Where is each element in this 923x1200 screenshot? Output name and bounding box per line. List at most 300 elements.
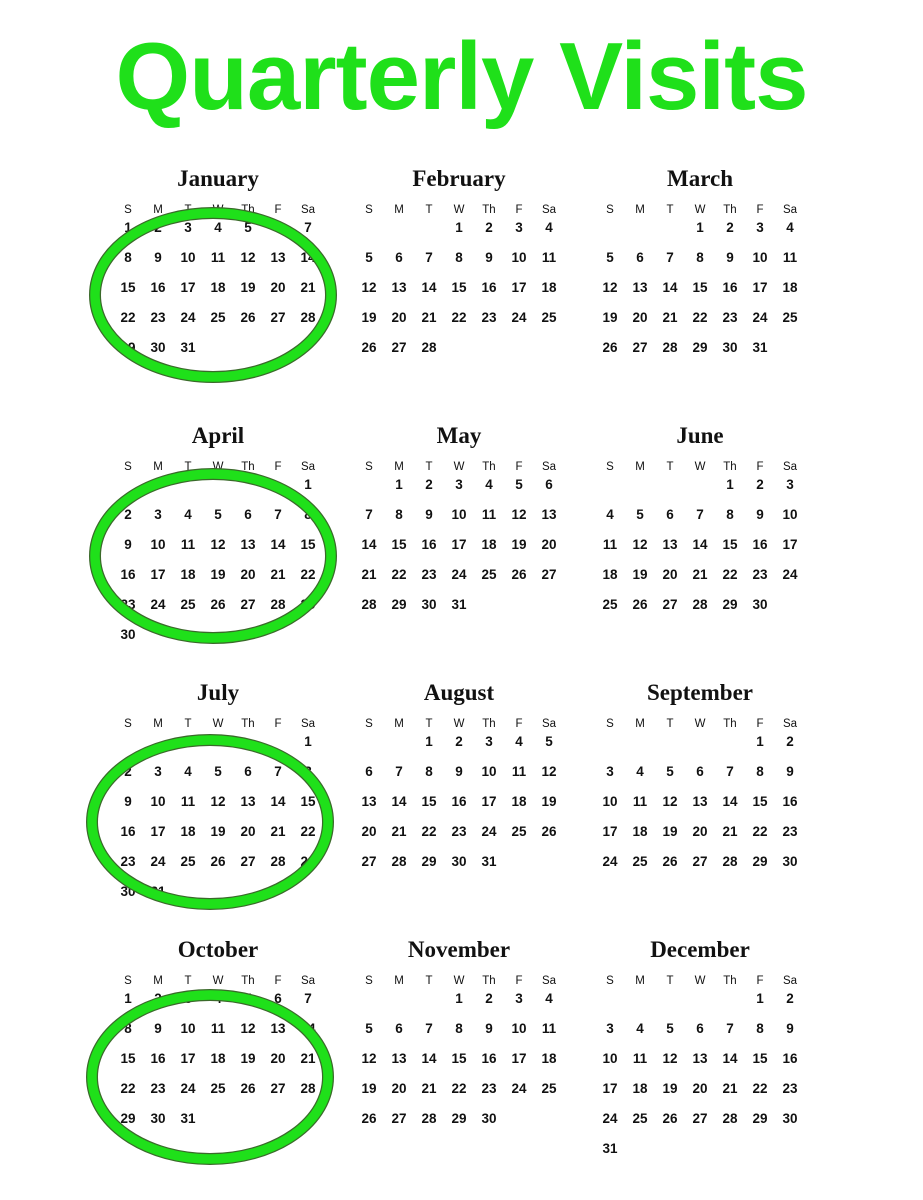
- day-cell: 17: [180, 280, 196, 295]
- day-cell: 10: [602, 794, 618, 809]
- day-cell: 19: [361, 1081, 377, 1096]
- day-cell: 24: [782, 567, 798, 582]
- day-cell: 28: [361, 597, 377, 612]
- day-cell: 12: [632, 537, 648, 552]
- day-cell: 8: [425, 764, 433, 779]
- day-cell: 6: [395, 1021, 403, 1036]
- day-cell: 3: [786, 477, 794, 492]
- quarter-circle-outline: [95, 474, 331, 638]
- weekday-header: S: [606, 975, 614, 987]
- day-cell: 3: [184, 991, 192, 1006]
- day-cell: 14: [300, 250, 316, 265]
- weekday-header: T: [666, 204, 674, 216]
- day-cell: 10: [180, 250, 196, 265]
- day-cell: 15: [752, 794, 768, 809]
- day-cell: 1: [455, 991, 463, 1006]
- day-cell: 21: [421, 310, 437, 325]
- day-cell: 16: [150, 1051, 166, 1066]
- day-cell: 22: [451, 1081, 467, 1096]
- day-cell: 17: [511, 1051, 527, 1066]
- day-cell: 18: [632, 1081, 648, 1096]
- weekday-header: S: [365, 204, 373, 216]
- weekday-header: M: [394, 718, 404, 730]
- day-cell: 14: [361, 537, 377, 552]
- day-cell: 18: [602, 567, 618, 582]
- day-cell: 16: [451, 794, 467, 809]
- day-cell: 23: [150, 310, 166, 325]
- day-cell: 2: [154, 220, 162, 235]
- weekday-header: W: [694, 975, 706, 987]
- day-cell: 17: [481, 794, 497, 809]
- day-cell: 29: [120, 340, 136, 355]
- day-cell: 5: [365, 250, 373, 265]
- day-cell: 12: [361, 1051, 377, 1066]
- day-cell: 1: [455, 220, 463, 235]
- day-cell: 23: [752, 567, 768, 582]
- day-cell: 30: [481, 1111, 497, 1126]
- day-cell: 26: [361, 1111, 377, 1126]
- day-cell: 31: [451, 597, 467, 612]
- weekday-header: Sa: [300, 975, 316, 987]
- weekday-header: T: [184, 975, 192, 987]
- month-title: June: [676, 423, 724, 448]
- day-cell: 17: [150, 567, 166, 582]
- day-cell: 30: [752, 597, 768, 612]
- weekday-header: M: [153, 461, 163, 473]
- day-cell: 25: [541, 310, 557, 325]
- day-cell: 11: [180, 537, 196, 552]
- day-cell: 21: [692, 567, 708, 582]
- day-cell: 6: [365, 764, 373, 779]
- month-title: May: [436, 423, 482, 448]
- day-cell: 16: [481, 1051, 497, 1066]
- day-cell: 6: [636, 250, 644, 265]
- day-cell: 18: [782, 280, 798, 295]
- day-cell: 29: [722, 597, 738, 612]
- day-cell: 15: [451, 1051, 467, 1066]
- day-cell: 12: [511, 507, 527, 522]
- day-cell: 2: [786, 734, 794, 749]
- day-cell: 10: [451, 507, 467, 522]
- day-cell: 16: [722, 280, 738, 295]
- day-cell: 22: [752, 824, 768, 839]
- day-cell: 26: [541, 824, 557, 839]
- day-cell: 6: [696, 764, 704, 779]
- weekday-header: S: [365, 461, 373, 473]
- weekday-header: Th: [241, 975, 255, 987]
- day-cell: 27: [240, 854, 256, 869]
- day-cell: 24: [451, 567, 467, 582]
- month-title: December: [650, 937, 750, 962]
- weekday-header: Sa: [541, 718, 557, 730]
- day-cell: 29: [752, 1111, 768, 1126]
- weekday-header: T: [666, 718, 674, 730]
- day-cell: 11: [541, 1021, 557, 1036]
- day-cell: 5: [214, 507, 222, 522]
- weekday-header: S: [606, 461, 614, 473]
- day-cell: 2: [455, 734, 463, 749]
- weekday-header: T: [425, 461, 433, 473]
- day-cell: 27: [361, 854, 377, 869]
- day-cell: 6: [395, 250, 403, 265]
- day-cell: 28: [300, 1081, 316, 1096]
- day-cell: 23: [782, 1081, 798, 1096]
- day-cell: 4: [545, 220, 553, 235]
- day-cell: 12: [361, 280, 377, 295]
- day-cell: 21: [722, 824, 738, 839]
- day-cell: 21: [300, 1051, 316, 1066]
- day-cell: 4: [545, 991, 553, 1006]
- weekday-header: Th: [723, 975, 737, 987]
- day-cell: 13: [662, 537, 678, 552]
- day-cell: 22: [120, 1081, 136, 1096]
- day-cell: 17: [602, 824, 618, 839]
- day-cell: 15: [300, 794, 316, 809]
- day-cell: 2: [124, 507, 132, 522]
- day-cell: 7: [365, 507, 373, 522]
- day-cell: 14: [421, 1051, 437, 1066]
- day-cell: 14: [692, 537, 708, 552]
- day-cell: 27: [391, 1111, 407, 1126]
- day-cell: 1: [425, 734, 433, 749]
- day-cell: 23: [722, 310, 738, 325]
- day-cell: 18: [481, 537, 497, 552]
- day-cell: 5: [244, 220, 252, 235]
- day-cell: 19: [602, 310, 618, 325]
- day-cell: 20: [270, 280, 286, 295]
- month-title: October: [177, 937, 259, 962]
- weekday-header: F: [756, 718, 764, 730]
- day-cell: 28: [662, 340, 678, 355]
- day-cell: 25: [632, 854, 648, 869]
- day-cell: 23: [150, 1081, 166, 1096]
- day-cell: 24: [180, 1081, 196, 1096]
- day-cell: 8: [395, 507, 403, 522]
- day-cell: 22: [421, 824, 437, 839]
- weekday-header: T: [425, 718, 433, 730]
- day-cell: 25: [210, 1081, 226, 1096]
- day-cell: 20: [240, 567, 256, 582]
- day-cell: 3: [756, 220, 764, 235]
- weekday-header: F: [274, 718, 282, 730]
- day-cell: 19: [541, 794, 557, 809]
- day-cell: 12: [240, 1021, 256, 1036]
- day-cell: 4: [485, 477, 493, 492]
- month-title: March: [666, 166, 733, 191]
- day-cell: 13: [692, 1051, 708, 1066]
- weekday-header: M: [153, 975, 163, 987]
- weekday-header: W: [212, 975, 224, 987]
- day-cell: 25: [180, 854, 196, 869]
- day-cell: 27: [692, 1111, 708, 1126]
- day-cell: 10: [150, 537, 166, 552]
- day-cell: 31: [180, 1111, 196, 1126]
- weekday-header: W: [694, 461, 706, 473]
- weekday-header: Sa: [782, 718, 798, 730]
- day-cell: 26: [632, 597, 648, 612]
- day-cell: 4: [214, 220, 222, 235]
- day-cell: 17: [451, 537, 467, 552]
- day-cell: 18: [210, 1051, 226, 1066]
- day-cell: 16: [150, 280, 166, 295]
- day-cell: 12: [662, 794, 678, 809]
- day-cell: 28: [421, 1111, 437, 1126]
- day-cell: 10: [180, 1021, 196, 1036]
- day-cell: 19: [210, 567, 226, 582]
- day-cell: 18: [511, 794, 527, 809]
- day-cell: 19: [632, 567, 648, 582]
- day-cell: 14: [662, 280, 678, 295]
- day-cell: 27: [662, 597, 678, 612]
- day-cell: 11: [541, 250, 557, 265]
- day-cell: 2: [786, 991, 794, 1006]
- day-cell: 1: [395, 477, 403, 492]
- weekday-header: T: [666, 461, 674, 473]
- weekday-header: F: [515, 975, 523, 987]
- day-cell: 24: [602, 854, 618, 869]
- day-cell: 6: [696, 1021, 704, 1036]
- day-cell: 6: [274, 220, 282, 235]
- day-cell: 24: [602, 1111, 618, 1126]
- day-cell: 13: [270, 1021, 286, 1036]
- weekday-header: Sa: [300, 461, 316, 473]
- weekday-header: Sa: [300, 204, 316, 216]
- day-cell: 3: [455, 477, 463, 492]
- weekday-header: T: [425, 975, 433, 987]
- day-cell: 26: [210, 854, 226, 869]
- day-cell: 20: [662, 567, 678, 582]
- day-cell: 14: [270, 794, 286, 809]
- day-cell: 18: [541, 280, 557, 295]
- day-cell: 5: [545, 734, 553, 749]
- day-cell: 2: [124, 764, 132, 779]
- weekday-header: W: [212, 461, 224, 473]
- day-cell: 30: [722, 340, 738, 355]
- day-cell: 18: [180, 567, 196, 582]
- weekday-header: F: [515, 204, 523, 216]
- month-title: April: [191, 423, 245, 448]
- day-cell: 1: [756, 991, 764, 1006]
- day-cell: 18: [541, 1051, 557, 1066]
- day-cell: 10: [782, 507, 798, 522]
- day-cell: 7: [696, 507, 704, 522]
- day-cell: 22: [120, 310, 136, 325]
- weekday-header: W: [453, 975, 465, 987]
- day-cell: 26: [662, 1111, 678, 1126]
- day-cell: 24: [150, 854, 166, 869]
- day-cell: 20: [391, 1081, 407, 1096]
- day-cell: 18: [210, 280, 226, 295]
- day-cell: 3: [606, 764, 614, 779]
- weekday-header: W: [694, 204, 706, 216]
- day-cell: 16: [782, 794, 798, 809]
- day-cell: 4: [184, 507, 192, 522]
- day-cell: 8: [756, 1021, 764, 1036]
- day-cell: 23: [120, 854, 136, 869]
- day-cell: 23: [481, 1081, 497, 1096]
- day-cell: 3: [515, 991, 523, 1006]
- weekday-header: Th: [723, 204, 737, 216]
- day-cell: 27: [541, 567, 557, 582]
- day-cell: 15: [120, 280, 136, 295]
- month-title: January: [177, 166, 259, 191]
- day-cell: 14: [421, 280, 437, 295]
- day-cell: 30: [451, 854, 467, 869]
- day-cell: 13: [541, 507, 557, 522]
- day-cell: 25: [541, 1081, 557, 1096]
- weekday-header: F: [274, 975, 282, 987]
- day-cell: 3: [515, 220, 523, 235]
- day-cell: 22: [451, 310, 467, 325]
- day-cell: 21: [421, 1081, 437, 1096]
- day-cell: 14: [722, 1051, 738, 1066]
- day-cell: 30: [150, 340, 166, 355]
- weekday-header: T: [666, 975, 674, 987]
- day-cell: 8: [455, 1021, 463, 1036]
- weekday-header: Sa: [541, 975, 557, 987]
- day-cell: 30: [150, 1111, 166, 1126]
- day-cell: 28: [722, 1111, 738, 1126]
- day-cell: 26: [210, 597, 226, 612]
- day-cell: 3: [154, 507, 162, 522]
- day-cell: 21: [361, 567, 377, 582]
- day-cell: 12: [210, 794, 226, 809]
- day-cell: 28: [692, 597, 708, 612]
- weekday-header: Th: [482, 975, 496, 987]
- day-cell: 17: [180, 1051, 196, 1066]
- weekday-header: S: [365, 718, 373, 730]
- day-cell: 5: [244, 991, 252, 1006]
- day-cell: 19: [361, 310, 377, 325]
- weekday-header: W: [453, 204, 465, 216]
- day-cell: 10: [602, 1051, 618, 1066]
- month-title: September: [646, 680, 754, 705]
- day-cell: 25: [511, 824, 527, 839]
- day-cell: 28: [270, 854, 286, 869]
- day-cell: 13: [692, 794, 708, 809]
- weekday-header: F: [756, 461, 764, 473]
- day-cell: 5: [666, 764, 674, 779]
- weekday-header: W: [212, 204, 224, 216]
- weekday-header: S: [606, 204, 614, 216]
- day-cell: 2: [485, 991, 493, 1006]
- weekday-header: Th: [723, 461, 737, 473]
- day-cell: 13: [240, 537, 256, 552]
- day-cell: 2: [154, 991, 162, 1006]
- day-cell: 17: [602, 1081, 618, 1096]
- day-cell: 3: [485, 734, 493, 749]
- day-cell: 9: [756, 507, 764, 522]
- day-cell: 11: [481, 507, 497, 522]
- day-cell: 7: [425, 1021, 433, 1036]
- day-cell: 10: [481, 764, 497, 779]
- weekday-header: T: [184, 461, 192, 473]
- day-cell: 13: [270, 250, 286, 265]
- day-cell: 15: [421, 794, 437, 809]
- day-cell: 7: [666, 250, 674, 265]
- day-cell: 13: [632, 280, 648, 295]
- day-cell: 8: [726, 507, 734, 522]
- day-cell: 21: [722, 1081, 738, 1096]
- day-cell: 14: [391, 794, 407, 809]
- day-cell: 21: [391, 824, 407, 839]
- weekday-header: Sa: [300, 718, 316, 730]
- day-cell: 23: [120, 597, 136, 612]
- day-cell: 27: [270, 310, 286, 325]
- day-cell: 15: [451, 280, 467, 295]
- day-cell: 11: [511, 764, 527, 779]
- weekday-header: Th: [482, 204, 496, 216]
- day-cell: 7: [304, 991, 312, 1006]
- weekday-header: M: [394, 975, 404, 987]
- day-cell: 26: [240, 310, 256, 325]
- weekday-header: W: [694, 718, 706, 730]
- day-cell: 22: [300, 824, 316, 839]
- day-cell: 8: [455, 250, 463, 265]
- weekday-header: Sa: [782, 204, 798, 216]
- day-cell: 31: [481, 854, 497, 869]
- day-cell: 22: [722, 567, 738, 582]
- day-cell: 4: [636, 1021, 644, 1036]
- day-cell: 11: [602, 537, 618, 552]
- weekday-header: M: [394, 204, 404, 216]
- day-cell: 26: [240, 1081, 256, 1096]
- day-cell: 1: [304, 477, 312, 492]
- weekday-header: S: [606, 718, 614, 730]
- day-cell: 14: [300, 1021, 316, 1036]
- day-cell: 13: [361, 794, 377, 809]
- day-cell: 8: [304, 507, 312, 522]
- weekday-header: Sa: [782, 461, 798, 473]
- day-cell: 27: [240, 597, 256, 612]
- day-cell: 7: [395, 764, 403, 779]
- day-cell: 17: [782, 537, 798, 552]
- weekday-header: F: [274, 204, 282, 216]
- day-cell: 22: [692, 310, 708, 325]
- day-cell: 12: [602, 280, 618, 295]
- day-cell: 2: [485, 220, 493, 235]
- day-cell: 21: [270, 824, 286, 839]
- weekday-header: T: [425, 204, 433, 216]
- day-cell: 13: [240, 794, 256, 809]
- weekday-header: Th: [241, 461, 255, 473]
- day-cell: 31: [150, 884, 166, 899]
- day-cell: 2: [726, 220, 734, 235]
- day-cell: 19: [662, 1081, 678, 1096]
- day-cell: 29: [752, 854, 768, 869]
- day-cell: 17: [511, 280, 527, 295]
- day-cell: 22: [391, 567, 407, 582]
- day-cell: 23: [782, 824, 798, 839]
- day-cell: 9: [124, 537, 132, 552]
- weekday-header: M: [635, 461, 645, 473]
- day-cell: 19: [511, 537, 527, 552]
- day-cell: 10: [150, 794, 166, 809]
- day-cell: 14: [270, 537, 286, 552]
- day-cell: 30: [782, 854, 798, 869]
- quarter-circle-outline: [92, 995, 328, 1159]
- day-cell: 12: [210, 537, 226, 552]
- page-title: Quarterly Visits: [115, 23, 808, 130]
- weekday-header: W: [453, 461, 465, 473]
- weekday-header: F: [756, 975, 764, 987]
- day-cell: 24: [752, 310, 768, 325]
- day-cell: 9: [786, 1021, 794, 1036]
- day-cell: 13: [391, 1051, 407, 1066]
- day-cell: 24: [150, 597, 166, 612]
- day-cell: 15: [692, 280, 708, 295]
- weekday-header: S: [124, 461, 132, 473]
